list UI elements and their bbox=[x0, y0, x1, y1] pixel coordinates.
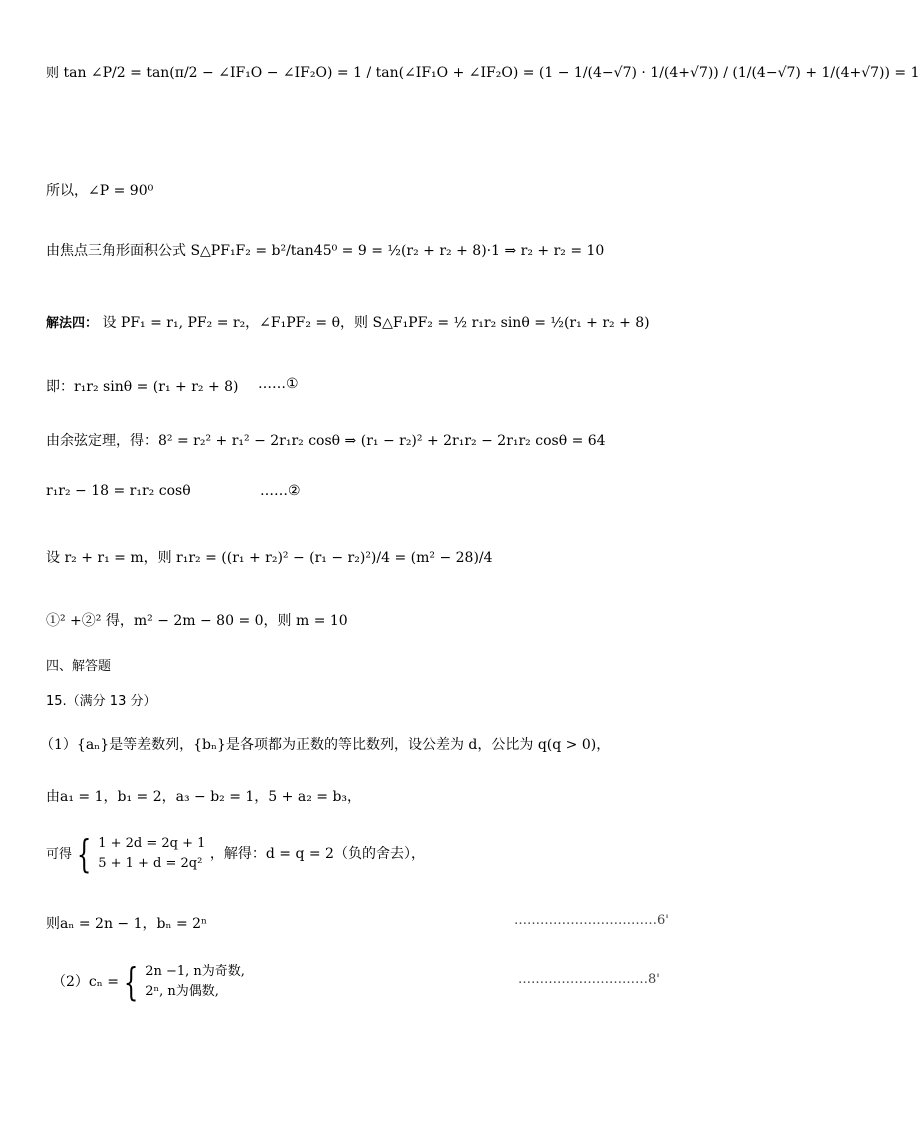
line6-text: 由余弦定理，得：8² = r₂² + r₁² − 2r₁r₂ cosθ ⇒ (r₁ − r₂)² + 2r₁r₂ − 2r₁r₂ cosθ = 64 bbox=[46, 433, 606, 449]
result-formulas bbox=[46, 913, 207, 933]
score-six: ……………………………6' bbox=[514, 913, 669, 928]
line4-text: 设 PF₁ = r₁, PF₂ = r₂，∠F₁PF₂ = θ，则 S△F₁PF₂ = ½ r₁r₂ sinθ = ½(r₁ + r₂ + 8) bbox=[102, 315, 650, 331]
line1-mid: = 1 / tan(∠IF₁O + ∠IF₂O) bbox=[336, 65, 519, 81]
line1-rhs: = (1 − 1/(4−√7) · 1/(4+√7)) / (1/(4−√7) + 1/(4+√7)) = 1 bbox=[522, 65, 920, 81]
score-eight: …………………………8' bbox=[518, 972, 660, 987]
system-eq2: 5 + 1 + d = 2q² bbox=[98, 856, 203, 871]
left-brace-two: { bbox=[123, 960, 139, 1004]
conclusion-angle bbox=[46, 180, 153, 200]
part-one bbox=[40, 734, 610, 754]
section-title: 四、解答题 bbox=[46, 659, 112, 674]
equation-one bbox=[46, 376, 239, 396]
line2-text: 所以，∠P = 90⁰ bbox=[46, 183, 154, 199]
left-brace: { bbox=[76, 832, 92, 876]
law-of-cosines bbox=[46, 430, 606, 450]
equation-tan-half-angle bbox=[46, 62, 920, 142]
substitution-m bbox=[46, 547, 493, 567]
part1-text: （1）{aₙ}是等差数列，{bₙ}是各项都为正数的等比数列，设公差为 d，公比为 q(q > 0)， bbox=[40, 737, 611, 753]
marker-one: ……① bbox=[258, 376, 299, 392]
part2-prefix: （2）cₙ = bbox=[52, 974, 119, 990]
part-two bbox=[52, 962, 245, 1012]
system-eq1: 1 + 2d = 2q + 1 bbox=[98, 836, 206, 851]
marker-two: ……② bbox=[260, 483, 301, 499]
line1-prefix: 则 bbox=[46, 66, 60, 81]
system-solve: ，解得：d = q = 2（负的舍去）， bbox=[209, 846, 425, 862]
focal-triangle-area bbox=[46, 240, 604, 260]
given-values bbox=[46, 786, 361, 806]
system-prefix: 可得 bbox=[46, 847, 73, 862]
given-text: 由a₁ = 1，b₁ = 2，a₃ − b₂ = 1，5 + a₂ = b₃， bbox=[46, 789, 362, 805]
method-four-label: 解法四： bbox=[46, 316, 99, 331]
equation-system bbox=[46, 834, 425, 884]
line1-lhs: tan ∠P/2 = tan(π/2 − ∠IF₁O − ∠IF₂O) bbox=[63, 65, 333, 81]
line9-text: ①² +②² 得，m² − 2m − 80 = 0，则 m = 10 bbox=[46, 613, 348, 629]
problem-title: 15.（满分 13 分） bbox=[46, 694, 157, 709]
method-four bbox=[46, 312, 650, 332]
system-equations bbox=[98, 834, 205, 874]
case-even: 2ⁿ, n为偶数, bbox=[145, 984, 219, 999]
result-text: 则aₙ = 2n − 1，bₙ = 2ⁿ bbox=[46, 916, 208, 932]
line7-text: r₁r₂ − 18 = r₁r₂ cosθ bbox=[46, 483, 191, 499]
piecewise-cases bbox=[145, 962, 245, 1002]
line8-text: 设 r₂ + r₁ = m，则 r₁r₂ = ((r₁ + r₂)² − (r₁ − r₂)²)/4 = (m² − 28)/4 bbox=[46, 550, 493, 566]
line5-text: 即：r₁r₂ sinθ = (r₁ + r₂ + 8) bbox=[46, 379, 239, 395]
solve-m bbox=[46, 610, 348, 630]
equation-two bbox=[46, 483, 191, 499]
line3-text: 由焦点三角形面积公式 S△PF₁F₂ = b²/tan45⁰ = 9 = ½(r₂ + r₂ + 8)·1 ⇒ r₂ + r₂ = 10 bbox=[46, 243, 605, 259]
case-odd: 2n −1, n为奇数, bbox=[145, 964, 245, 979]
